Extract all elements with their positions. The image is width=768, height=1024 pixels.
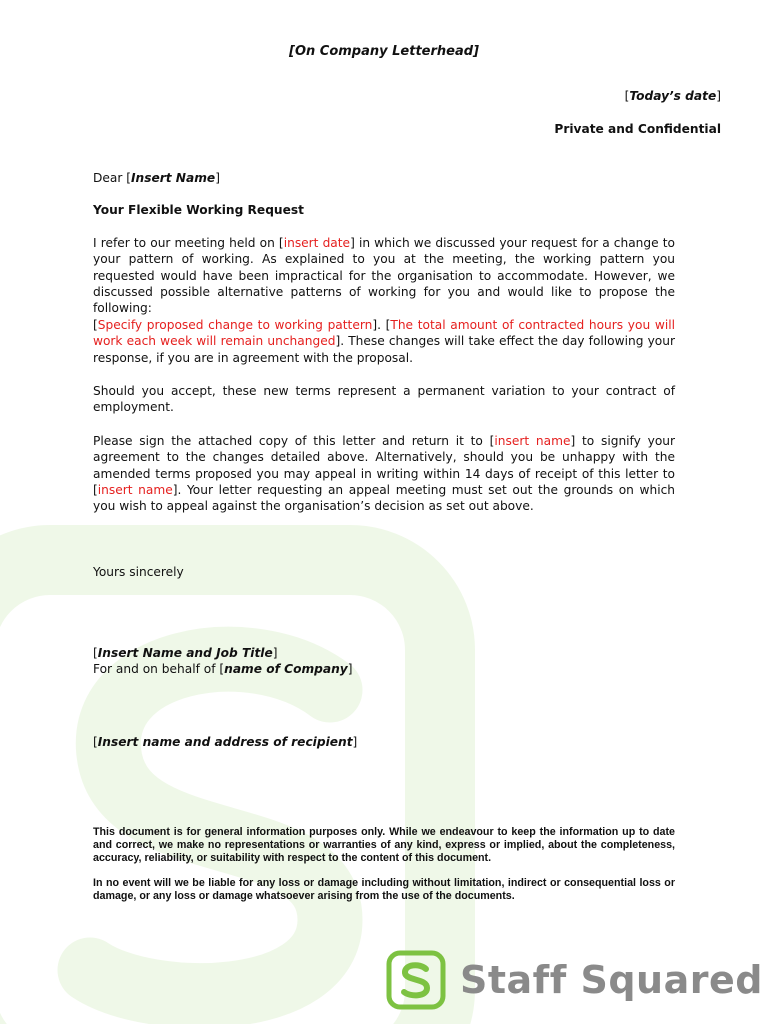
paragraph-variation: Should you accept, these new terms represent a permanent variation to your contract of employment. [93,384,675,415]
closing: Yours sincerely [93,565,184,579]
subject-line: Your Flexible Working Request [93,203,304,217]
letter-date: [Today’s date] [624,89,721,103]
brand-logo [386,950,763,1010]
paragraph-proposal: [Specify proposed change to working pattern]. [The total amount of contracted hours you will work each week will remain unchanged]. These changes will take effect the day following your response, if you are in agreement with the proposal. [93,318,675,365]
paragraph-meeting: I refer to our meeting held on [insert date] in which we discussed your request for a change to your pattern of working. As explained to you at the meeting, the working pattern you requested would have been impractical for the organisation to accommodate. However, we discussed possible alternative patterns of working for you and would like to propose the following: [93,236,675,316]
signature-company: For and on behalf of [name of Company] [93,662,353,676]
letterhead-placeholder: [On Company Letterhead] [289,44,479,59]
salutation: Dear [Insert Name] [93,171,220,185]
disclaimer-liability: In no event will we be liable for any loss or damage including without limitation, indirect or consequential loss or damage, or any loss or damage whatsoever arising from the use of the documents. [93,877,675,902]
confidential-label: Private and Confidential [554,122,721,136]
disclaimer-general: This document is for general information purposes only. While we endeavour to keep the information up to date and correct, we make no representations or warranties of any kind, express or implied, about the completeness, accuracy, reliability, or suitability with respect to the content of this document. [93,826,675,864]
brand-name: Staff Squared [460,958,763,1002]
staff-squared-logo-icon [386,950,446,1010]
signature-name-title: [Insert Name and Job Title] [93,646,278,660]
paragraph-appeal: Please sign the attached copy of this letter and return it to [insert name] to signify your agreement to the changes detailed above. Alternatively, should you be unhappy with the amended terms proposed you may appeal in writing within 14 days of receipt of this letter to [insert name]. Your letter requesting an appeal meeting must set out the grounds on which you wish to appeal against the organisation’s decision as set out above. [93,434,676,514]
recipient-address: [Insert name and address of recipient] [93,735,358,749]
